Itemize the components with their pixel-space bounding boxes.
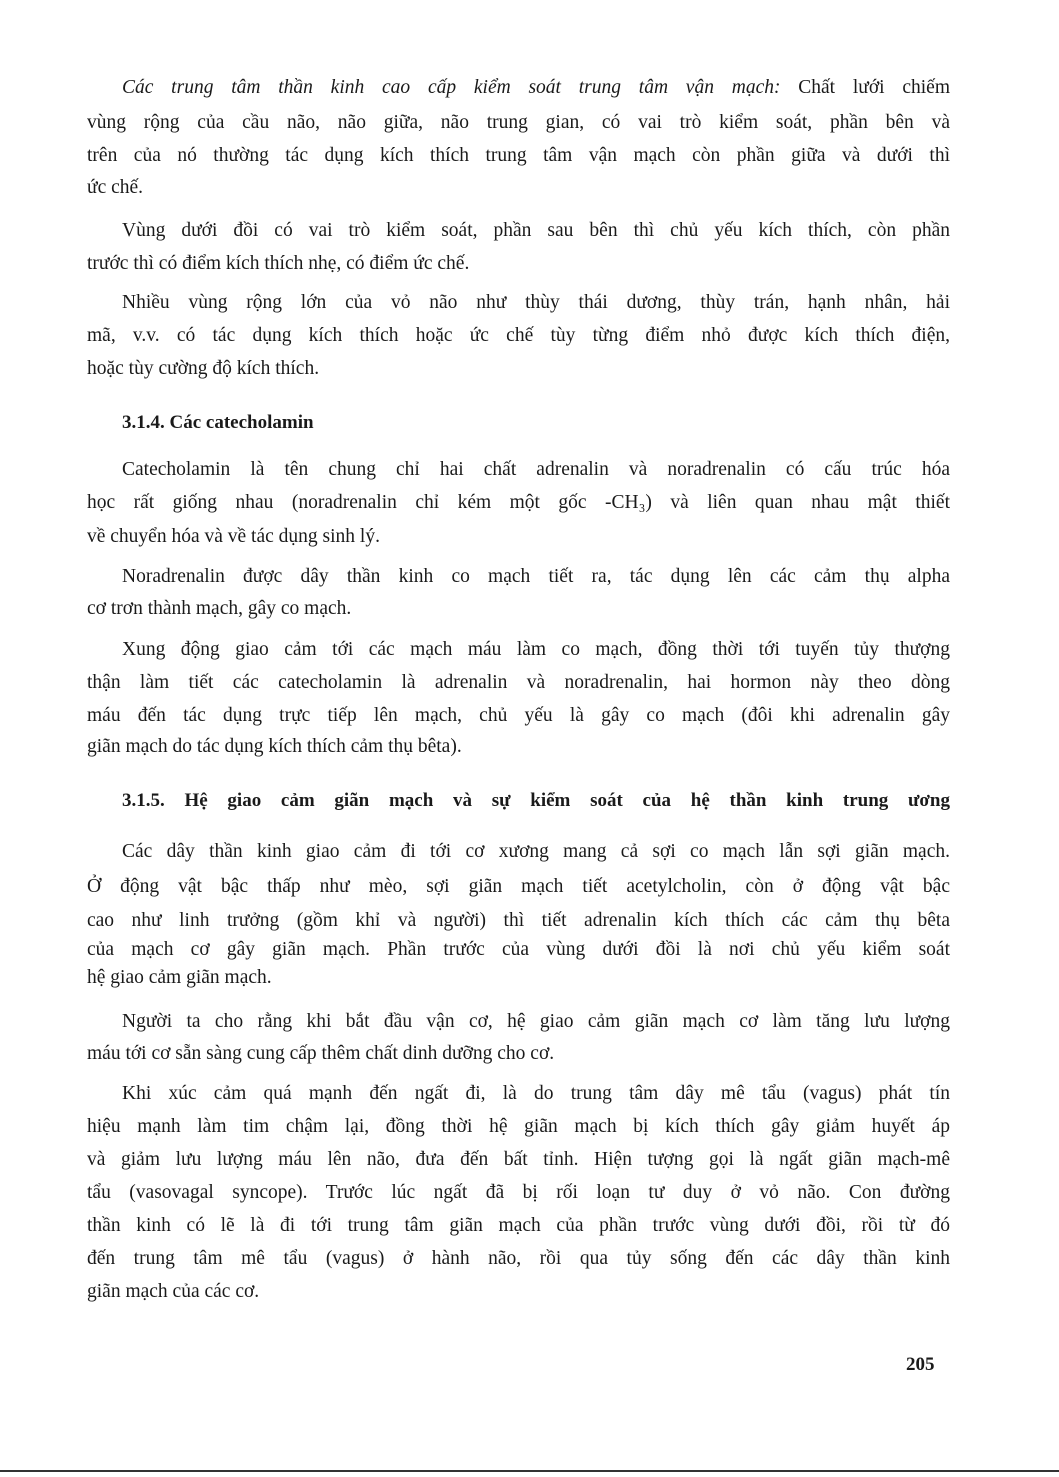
italic-lead: Các trung tâm thần kinh cao cấp kiểm soát trung tâm vận mạch:: [122, 77, 781, 98]
paragraph-line: Noradrenalin được dây thần kinh co mạch tiết ra, tác dụng lên các cảm thụ alpha: [122, 566, 950, 587]
paragraph-line: máu tới cơ sẵn sàng cung cấp thêm chất dinh dưỡng cho cơ.: [87, 1043, 555, 1064]
paragraph-line: hoặc tùy cường độ kích thích.: [87, 358, 320, 379]
paragraph-line: trên của nó thường tác dụng kích thích trung tâm vận mạch còn phần giữa và dưới thì: [87, 145, 950, 166]
page-bottom-edge: [0, 1470, 1059, 1472]
page-number: 205: [906, 1354, 935, 1375]
paragraph-line: của mạch cơ gây giãn mạch. Phần trước của vùng dưới đồi là nơi chủ yếu kiểm soát: [87, 939, 950, 960]
line-text: Chất lưới chiếm: [780, 77, 950, 98]
section-heading-3-1-4: 3.1.4. Các catecholamin: [122, 412, 314, 433]
section-heading-3-1-5: 3.1.5. Hệ giao cảm giãn mạch và sự kiểm soát của hệ thần kinh trung ương: [122, 790, 950, 811]
paragraph-line: ức chế.: [87, 177, 144, 198]
paragraph-line: tẩu (vasovagal syncope). Trước lúc ngất đã bị rối loạn tư duy ở vỏ não. Con đường: [87, 1182, 950, 1203]
paragraph-line: vùng rộng của cầu não, não giữa, não trung gian, có vai trò kiểm soát, phần bên và: [87, 112, 950, 133]
paragraph-line: thần kinh có lẽ là đi tới trung tâm giãn mạch của phần trước vùng dưới đồi, rồi từ đó: [87, 1215, 950, 1236]
paragraph-line: hiệu mạnh làm tim chậm lại, đồng thời hệ giãn mạch bị kích thích gây giảm huyết áp: [87, 1116, 950, 1137]
paragraph-line: trước thì có điểm kích thích nhẹ, có điểm ức chế.: [87, 253, 470, 274]
paragraph-line: hệ giao cảm giãn mạch.: [87, 967, 272, 988]
paragraph-line: máu đến tác dụng trực tiếp lên mạch, chủ yếu là gây co mạch (đôi khi adrenalin gây: [87, 705, 950, 726]
paragraph-line: Các dây thần kinh giao cảm đi tới cơ xương mang cả sợi co mạch lẫn sợi giãn mạch.: [122, 841, 950, 862]
paragraph-line: giãn mạch của các cơ.: [87, 1281, 260, 1302]
paragraph-line: Vùng dưới đồi có vai trò kiểm soát, phần sau bên thì chủ yếu kích thích, còn phần: [122, 220, 950, 241]
paragraph-line: Catecholamin là tên chung chỉ hai chất adrenalin và noradrenalin có cấu trúc hóa: [122, 459, 950, 480]
paragraph-line: Xung động giao cảm tới các mạch máu làm co mạch, đồng thời tới tuyến tủy thượng: [122, 639, 950, 660]
paragraph-line: giãn mạch do tác dụng kích thích cảm thụ bêta).: [87, 736, 462, 757]
paragraph-line: Người ta cho rằng khi bắt đầu vận cơ, hệ giao cảm giãn mạch cơ làm tăng lưu lượng: [122, 1011, 950, 1032]
paragraph-line: và giảm lưu lượng máu lên não, đưa đến bất tỉnh. Hiện tượng gọi là ngất giãn mạch-mê: [87, 1149, 950, 1170]
paragraph-line: cơ trơn thành mạch, gây co mạch.: [87, 598, 352, 619]
paragraph-line: thận làm tiết các catecholamin là adrenalin và noradrenalin, hai hormon này theo dòng: [87, 672, 950, 693]
paragraph-line: [122, 76, 950, 100]
paragraph-line: Nhiều vùng rộng lớn của vỏ não như thùy thái dương, thùy trán, hạnh nhân, hải: [122, 292, 950, 313]
paragraph-line: mã, v.v. có tác dụng kích thích hoặc ức chế tùy từng điểm nhỏ được kích thích điện,: [87, 325, 950, 346]
paragraph-line: đến trung tâm mê tẩu (vagus) ở hành não, rồi qua tủy sống đến các dây thần kinh: [87, 1248, 950, 1269]
paragraph-line: học rất giống nhau (noradrenalin chỉ kém một gốc -CH₃) và liên quan nhau mật thiết: [87, 492, 950, 513]
paragraph-line: cao như linh trưởng (gồm khỉ và người) thì tiết adrenalin kích thích các cảm thụ bêta: [87, 910, 950, 931]
paragraph-line: Ở động vật bậc thấp như mèo, sợi giãn mạch tiết acetylcholin, còn ở động vật bậc: [87, 876, 950, 897]
paragraph-line: về chuyển hóa và về tác dụng sinh lý.: [87, 526, 380, 547]
paragraph-line: Khi xúc cảm quá mạnh đến ngất đi, là do trung tâm dây mê tẩu (vagus) phát tín: [122, 1083, 950, 1104]
